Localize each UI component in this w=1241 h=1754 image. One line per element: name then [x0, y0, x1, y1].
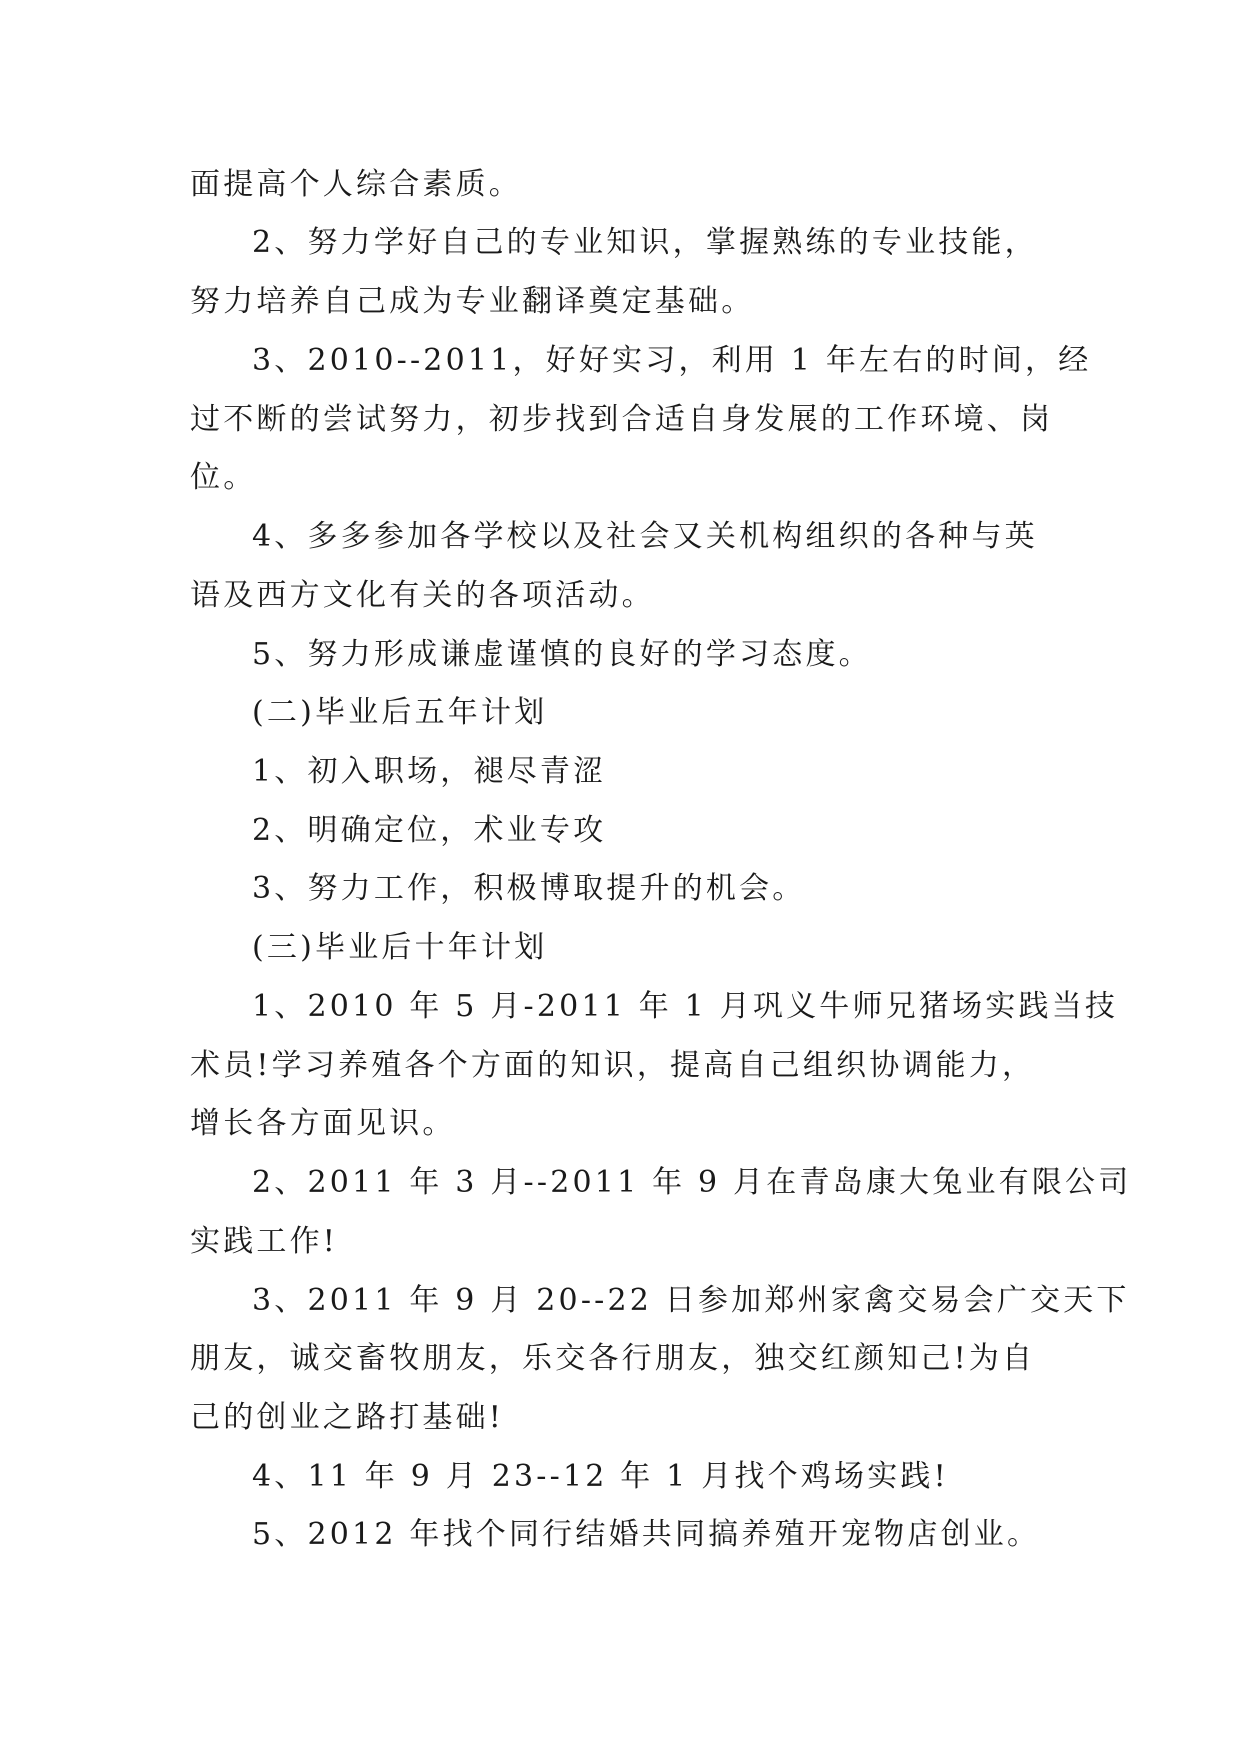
text-line: 2、2011 年 3 月--2011 年 9 月在青岛康大兔业有限公司	[252, 1165, 1132, 1200]
text-line: 语及西方文化有关的各项活动。	[190, 578, 655, 613]
text-line: 5、努力形成谦虚谨慎的良好的学习态度。	[252, 637, 872, 672]
text-line: 努力培养自己成为专业翻译奠定基础。	[190, 284, 755, 319]
text-line: 5、2012 年找个同行结婚共同搞养殖开宠物店创业。	[252, 1517, 1041, 1552]
text-line: 术员!学习养殖各个方面的知识，提高自己组织协调能力，	[190, 1048, 1036, 1083]
text-line: 过不断的尝试努力，初步找到合适自身发展的工作环境、岗	[190, 402, 1054, 437]
text-line: 4、多多参加各学校以及社会又关机构组织的各种与英	[252, 519, 1038, 554]
text-line: 3、努力工作，积极博取提升的机会。	[252, 871, 806, 906]
text-line: 增长各方面见识。	[190, 1106, 456, 1141]
text-line: 1、初入职场，褪尽青涩	[252, 754, 607, 789]
text-line: 朋友，诚交畜牧朋友，乐交各行朋友，独交红颜知己!为自	[190, 1341, 1036, 1376]
section-heading: (二)毕业后五年计划	[252, 695, 548, 730]
text-line: 3、2010--2011，好好实习，利用 1 年左右的时间，经	[252, 343, 1092, 378]
text-line: 2、明确定位，术业专攻	[252, 813, 607, 848]
section-heading: (三)毕业后十年计划	[252, 930, 548, 965]
text-line: 己的创业之路打基础!	[190, 1400, 505, 1435]
text-line: 实践工作!	[190, 1224, 339, 1259]
text-line: 1、2010 年 5 月-2011 年 1 月巩义牛师兄猪场实践当技	[252, 989, 1119, 1024]
text-line: 2、努力学好自己的专业知识，掌握熟练的专业技能，	[252, 225, 1038, 260]
text-line: 位。	[190, 460, 257, 495]
text-line: 面提高个人综合素质。	[190, 167, 522, 202]
text-line: 4、11 年 9 月 23--12 年 1 月找个鸡场实践!	[252, 1459, 949, 1494]
text-line: 3、2011 年 9 月 20--22 日参加郑州家禽交易会广交天下	[252, 1283, 1130, 1318]
